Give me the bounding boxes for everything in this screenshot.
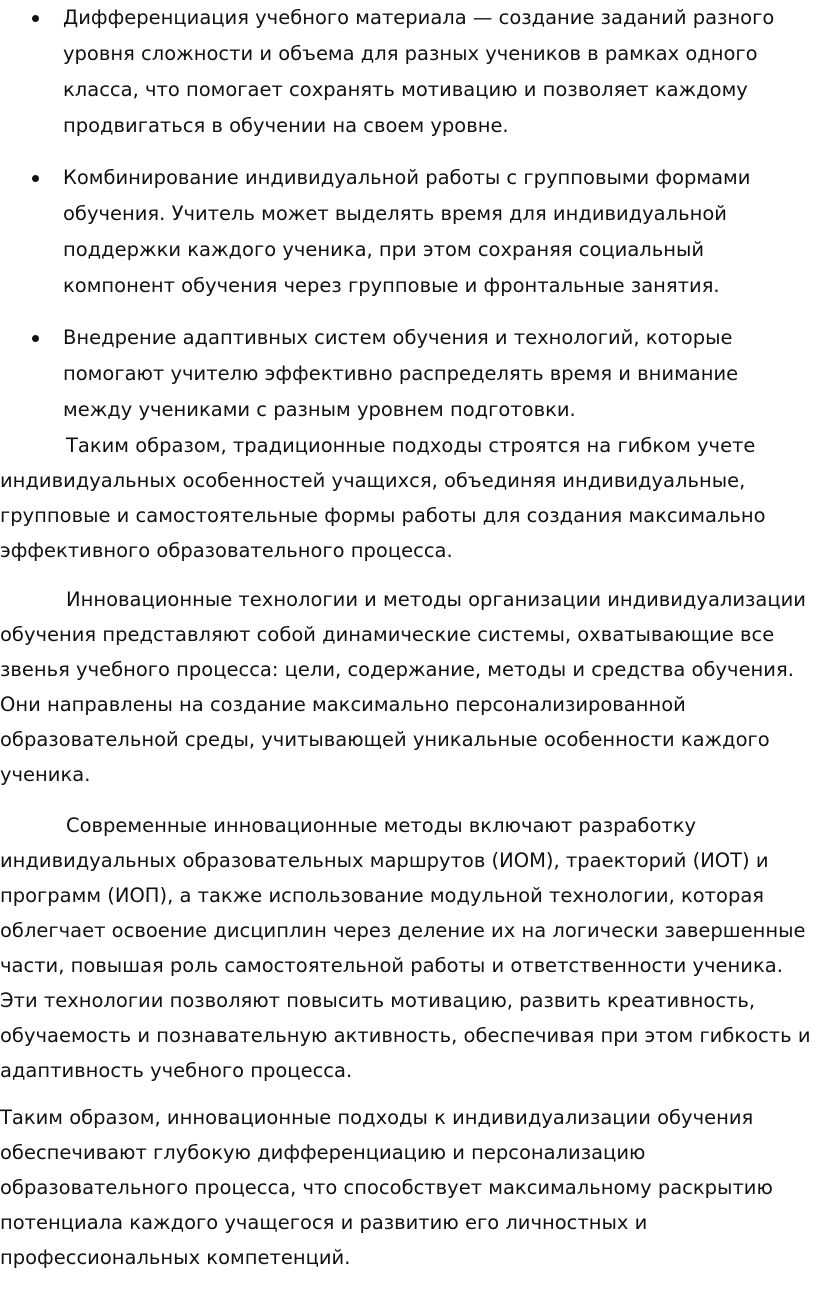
- bullet-dot-icon: [32, 335, 39, 342]
- bullet-dot-icon: [32, 15, 39, 22]
- bullet-dot-icon: [32, 175, 39, 182]
- bullet-text: Внедрение адаптивных систем обучения и технологий, которые помогают учителю эффективно распределять время и внимание между учениками с разным уровнем подготовки.: [63, 326, 739, 421]
- paragraph-conclusion: Таким образом, инновационные подходы к индивидуализации обучения обеспечивают глубокую дифференциацию и персонализацию образовательного процесса, что способствует максимальному раскрытию потенциала каждого учащегося и развитию его личностных и профессиональных компетенций.: [0, 1106, 773, 1269]
- bullet-item: [0, 0, 816, 144]
- bullet-text: Комбинирование индивидуальной работы с групповыми формами обучения. Учитель может выделять время для индивидуальной поддержки каждого ученика, при этом сохраняя социальный компонент обучения через групповые и фронтальные занятия.: [63, 166, 751, 297]
- bullet-list: [0, 0, 816, 444]
- bullet-item: [0, 320, 816, 428]
- bullet-item: [0, 160, 816, 304]
- paragraph-innovative-technologies: Инновационные технологии и методы организации индивидуализации обучения представляют собой динамические системы, охватывающие все звенья учебного процесса: цели, содержание, методы и средства обучения. Они направлены на создание максимально персонализированной образовательной среды, учитывающей уникальные особенности каждого ученика.: [0, 588, 806, 786]
- paragraph-traditional-summary: Таким образом, традиционные подходы строятся на гибком учете индивидуальных особенностей учащихся, объединяя индивидуальные, групповые и самостоятельные формы работы для создания максимально эффективного образовательного процесса.: [0, 434, 766, 562]
- bullet-text: Дифференциация учебного материала — создание заданий разного уровня сложности и объема для разных учеников в рамках одного класса, что помогает сохранять мотивацию и позволяет каждому продвигаться в обучении на своем уровне.: [63, 6, 775, 137]
- paragraph-modern-methods: Современные инновационные методы включают разработку индивидуальных образовательных маршрутов (ИОМ), траекторий (ИОТ) и программ (ИОП), а также использование модульной технологии, которая облегчает освоение дисциплин через деление их на логически завершенные части, повышая роль самостоятельной работы и ответственности ученика. Эти технологии позволяют повысить мотивацию, развить креативность, обучаемость и познавательную активность, обеспечивая при этом гибкость и адаптивность учебного процесса.: [0, 814, 811, 1082]
